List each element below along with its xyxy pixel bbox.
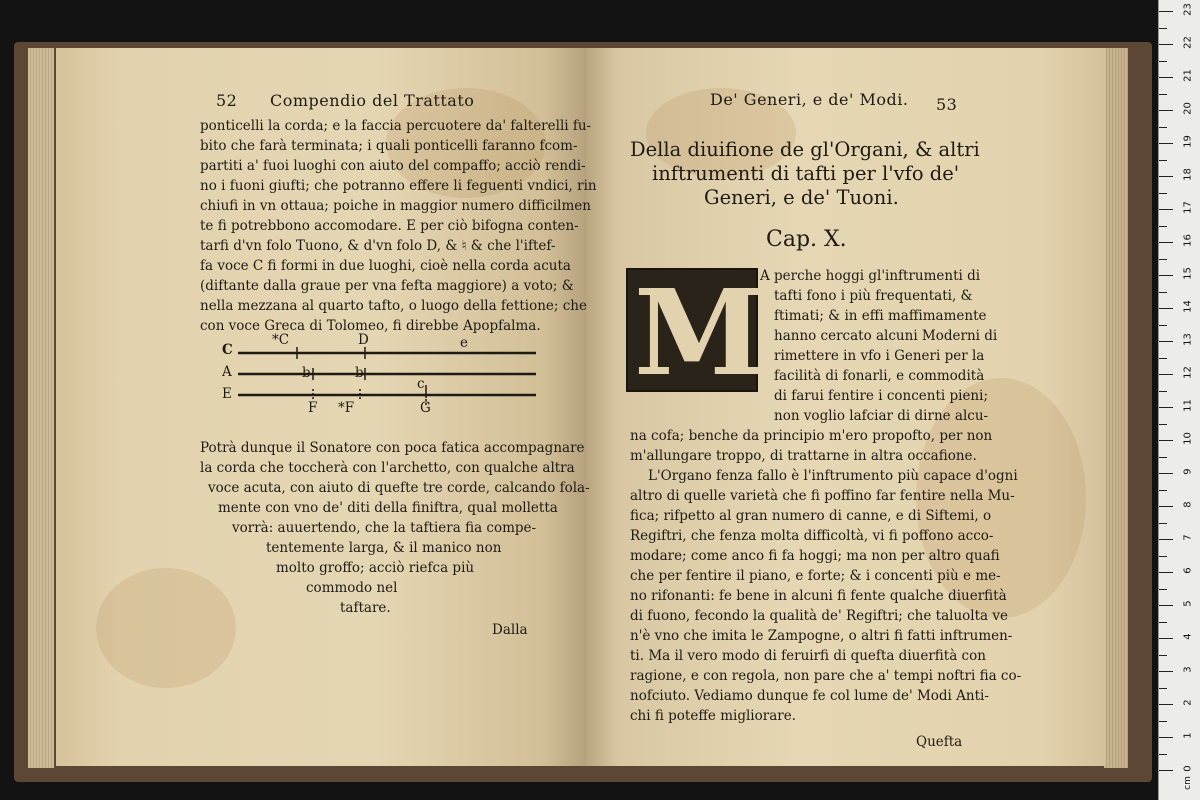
diagram-row-label: A	[222, 364, 232, 380]
ruler-tick	[1159, 176, 1173, 177]
ruler-tick	[1159, 374, 1173, 375]
diagram-top-label: e	[460, 335, 468, 351]
ruler-tick	[1159, 424, 1167, 425]
text-line: n'è vno che imita le Zampogne, o altri fi fatti inftrumen-	[630, 628, 1013, 644]
ruler-number: 23	[1182, 3, 1194, 16]
ruler-number: 7	[1182, 534, 1194, 541]
text-line: fa voce C fi formi in due luoghi, cioè nella corda acuta	[200, 258, 571, 274]
text-line: chiufi in vn ottaua; poiche in maggior numero difficilmen	[200, 198, 591, 214]
ruler-tick	[1159, 226, 1167, 227]
diagram-bottom-label: F	[308, 400, 318, 416]
catchword: Quefta	[916, 734, 963, 750]
drop-cap-letter: M	[634, 263, 765, 402]
ruler-tick	[1159, 457, 1167, 458]
text-line: L'Organo fenza fallo è l'inftrumento più capace d'ogni	[648, 468, 1018, 484]
ruler-tick	[1159, 143, 1173, 144]
text-line: na cofa; benche da principio m'ero propofto, per non	[630, 428, 993, 444]
chapter-number: Cap. X.	[766, 227, 847, 252]
ruler-tick	[1159, 622, 1167, 623]
text-line: modare; come anco fi fa hoggi; ma non per altro quafi	[630, 548, 1000, 564]
ruler-number: 8	[1182, 501, 1194, 508]
ruler-number: 20	[1182, 102, 1194, 115]
text-line: A perche hoggi gl'inftrumenti di	[760, 268, 981, 284]
ruler-tick	[1159, 94, 1167, 95]
text-line: chi fi poteffe migliorare.	[630, 708, 796, 724]
diagram-bottom-label: *F	[338, 400, 355, 416]
text-line: commodo nel	[306, 580, 398, 596]
ruler-tick	[1159, 506, 1173, 507]
text-line: bito che farà terminata; i quali ponticelli faranno fcom-	[200, 138, 578, 154]
ruler-tick	[1159, 308, 1173, 309]
ruler-number: 17	[1182, 201, 1194, 214]
ruler-tick	[1159, 110, 1173, 111]
text-line: altro di quelle varietà che fi poffino far fentire nella Mu-	[630, 488, 1015, 504]
ruler-number: 14	[1182, 300, 1194, 313]
ruler-tick	[1159, 688, 1167, 689]
ruler-number: 15	[1182, 267, 1194, 280]
diagram-mid-label: c	[417, 376, 425, 392]
text-line: no rifonanti: fe bene in alcuni fi fente qualche diuerfità	[630, 588, 1007, 604]
ruler-unit: cm	[1182, 776, 1193, 790]
ruler-tick	[1159, 292, 1167, 293]
ruler-tick	[1159, 77, 1173, 78]
text-line: fica; rifpetto al gran numero di canne, e di Siftemi, o	[630, 508, 992, 524]
ruler-number: 18	[1182, 168, 1194, 181]
ruler-tick	[1159, 589, 1167, 590]
left-running-head: Compendio del Trattato	[270, 91, 475, 110]
measuring-ruler	[1158, 0, 1200, 800]
ruler-tick	[1159, 242, 1173, 243]
ruler-tick	[1159, 556, 1167, 557]
right-running-head: De' Generi, e de' Modi.	[710, 90, 909, 109]
text-line: no i fuoni giufti; che potranno effere li feguenti vndici, rin	[200, 178, 597, 194]
diagram-top-label: *C	[272, 332, 290, 348]
text-line: Regiftri, che fenza molta difficoltà, vi fi poffono acco-	[630, 528, 994, 544]
text-line: di farui fentire i concenti pieni;	[774, 388, 988, 404]
ruler-tick	[1159, 671, 1173, 672]
chapter-title-line: Della diuifione de gl'Organi, & altri	[630, 138, 980, 161]
ruler-tick	[1159, 407, 1173, 408]
diagram-row-label: E	[222, 386, 232, 402]
diagram-top-label: D	[358, 332, 369, 348]
text-line: (diftante dalla graue per vna fefta maggiore) a voto; &	[200, 278, 574, 294]
text-line: mente con vno de' diti della finiftra, qual molletta	[218, 500, 558, 516]
ruler-tick	[1159, 11, 1173, 12]
ruler-tick	[1159, 193, 1167, 194]
text-line: Potrà dunque il Sonatore con poca fatica accompagnare	[200, 440, 585, 456]
ruler-number: 21	[1182, 69, 1194, 82]
text-line: facilità di fonarli, e commodità	[774, 368, 985, 384]
ruler-number: 0	[1182, 765, 1194, 772]
ruler-tick	[1159, 341, 1173, 342]
ruler-tick	[1159, 490, 1167, 491]
diagram-mid-label: b	[302, 365, 311, 381]
ruler-tick	[1159, 275, 1173, 276]
text-line: con voce Greca di Tolomeo, fi direbbe Apopfalma.	[200, 318, 541, 334]
diagram-row-label: C	[222, 342, 233, 358]
ruler-number: 6	[1182, 567, 1194, 574]
ruler-tick	[1159, 358, 1167, 359]
text-line: m'allungare troppo, di trattarne in altra occafione.	[630, 448, 977, 464]
ruler-tick	[1159, 572, 1173, 573]
text-line: che per fentire il piano, e forte; & i concenti più e me-	[630, 568, 1001, 584]
ruler-tick	[1159, 737, 1173, 738]
text-line: tarfi d'vn folo Tuono, & d'vn folo D, & ♮ & che l'iftef-	[200, 238, 556, 254]
ruler-tick	[1159, 605, 1173, 606]
text-line: partiti a' fuoi luoghi con aiuto del compaffo; acciò rendi-	[200, 158, 586, 174]
text-line: tafti fono i più frequentati, &	[774, 288, 973, 304]
text-line: ponticelli la corda; e la faccia percuotere da' falterelli fu-	[200, 118, 592, 134]
text-line: ragione, e con regola, non pare che a' tempi noftri fia co-	[630, 668, 1022, 684]
ruler-number: 10	[1182, 432, 1194, 445]
text-line: taftare.	[340, 600, 391, 616]
text-line: vorrà: auuertendo, che la taftiera fia compe-	[232, 520, 537, 536]
ruler-number: 12	[1182, 366, 1194, 379]
ruler-tick	[1159, 127, 1167, 128]
ruler-number: 16	[1182, 234, 1194, 247]
ruler-tick	[1159, 704, 1173, 705]
ruler-tick	[1159, 440, 1173, 441]
text-line: rimettere in vfo i Generi per la	[774, 348, 985, 364]
text-line: tentemente larga, & il manico non	[266, 540, 502, 556]
ruler-number: 13	[1182, 333, 1194, 346]
ruler-tick	[1159, 259, 1167, 260]
diagram-mid-label: b	[355, 365, 364, 381]
ruler-tick	[1159, 160, 1167, 161]
ruler-tick	[1159, 61, 1167, 62]
ruler-tick	[1159, 28, 1167, 29]
diagram-bottom-label: G	[420, 400, 431, 416]
ruler-tick	[1159, 655, 1167, 656]
ruler-number: 4	[1182, 633, 1194, 640]
ruler-tick	[1159, 721, 1167, 722]
text-line: nofciuto. Vediamo dunque fe col lume de' Modi Anti-	[630, 688, 989, 704]
drop-cap	[626, 263, 765, 402]
ruler-tick	[1159, 44, 1173, 45]
ruler-number: 1	[1182, 732, 1194, 739]
ruler-number: 22	[1182, 36, 1194, 49]
text-line: nella mezzana al quarto tafto, o luogo della fettione; che	[200, 298, 587, 314]
text-line: non voglio lafciar di dirne alcu-	[774, 408, 989, 424]
text-line: ftimati; & in effi maffimamente	[774, 308, 987, 324]
text-line: voce acuta, con aiuto di quefte tre corde, calcando fola-	[208, 480, 590, 496]
ruler-number: 5	[1182, 600, 1194, 607]
ruler-number: 2	[1182, 699, 1194, 706]
chapter-title-line: Generi, e de' Tuoni.	[704, 186, 899, 209]
ruler-tick	[1159, 638, 1173, 639]
ruler-number: 9	[1182, 468, 1194, 475]
text-line: di fuono, fecondo la qualità de' Regiftri; che taluolta ve	[630, 608, 1008, 624]
ruler-tick	[1159, 754, 1167, 755]
ruler-number: 11	[1182, 399, 1194, 412]
text-line: te fi potrebbono accomodare. E per ciò bifogna conten-	[200, 218, 579, 234]
text-line: ti. Ma il vero modo di feruirfi di quefta diuerfità con	[630, 648, 986, 664]
text-line: hanno cercato alcuni Moderni di	[774, 328, 998, 344]
ruler-tick	[1159, 539, 1173, 540]
ruler-tick	[1159, 391, 1167, 392]
ruler-number: 19	[1182, 135, 1194, 148]
text-line: la corda che toccherà con l'archetto, con qualche altra	[200, 460, 575, 476]
ruler-tick	[1159, 325, 1167, 326]
right-page-number: 53	[936, 95, 958, 114]
ruler-number: 3	[1182, 666, 1194, 673]
left-page-number: 52	[216, 91, 238, 110]
catchword: Dalla	[492, 622, 528, 638]
text-line: molto groffo; acciò riefca più	[276, 560, 475, 576]
chapter-title-line: inftrumenti di tafti per l'vfo de'	[652, 162, 960, 185]
ruler-tick	[1159, 209, 1173, 210]
ruler-tick	[1159, 523, 1167, 524]
ruler-tick	[1159, 770, 1173, 771]
ruler-tick	[1159, 473, 1173, 474]
